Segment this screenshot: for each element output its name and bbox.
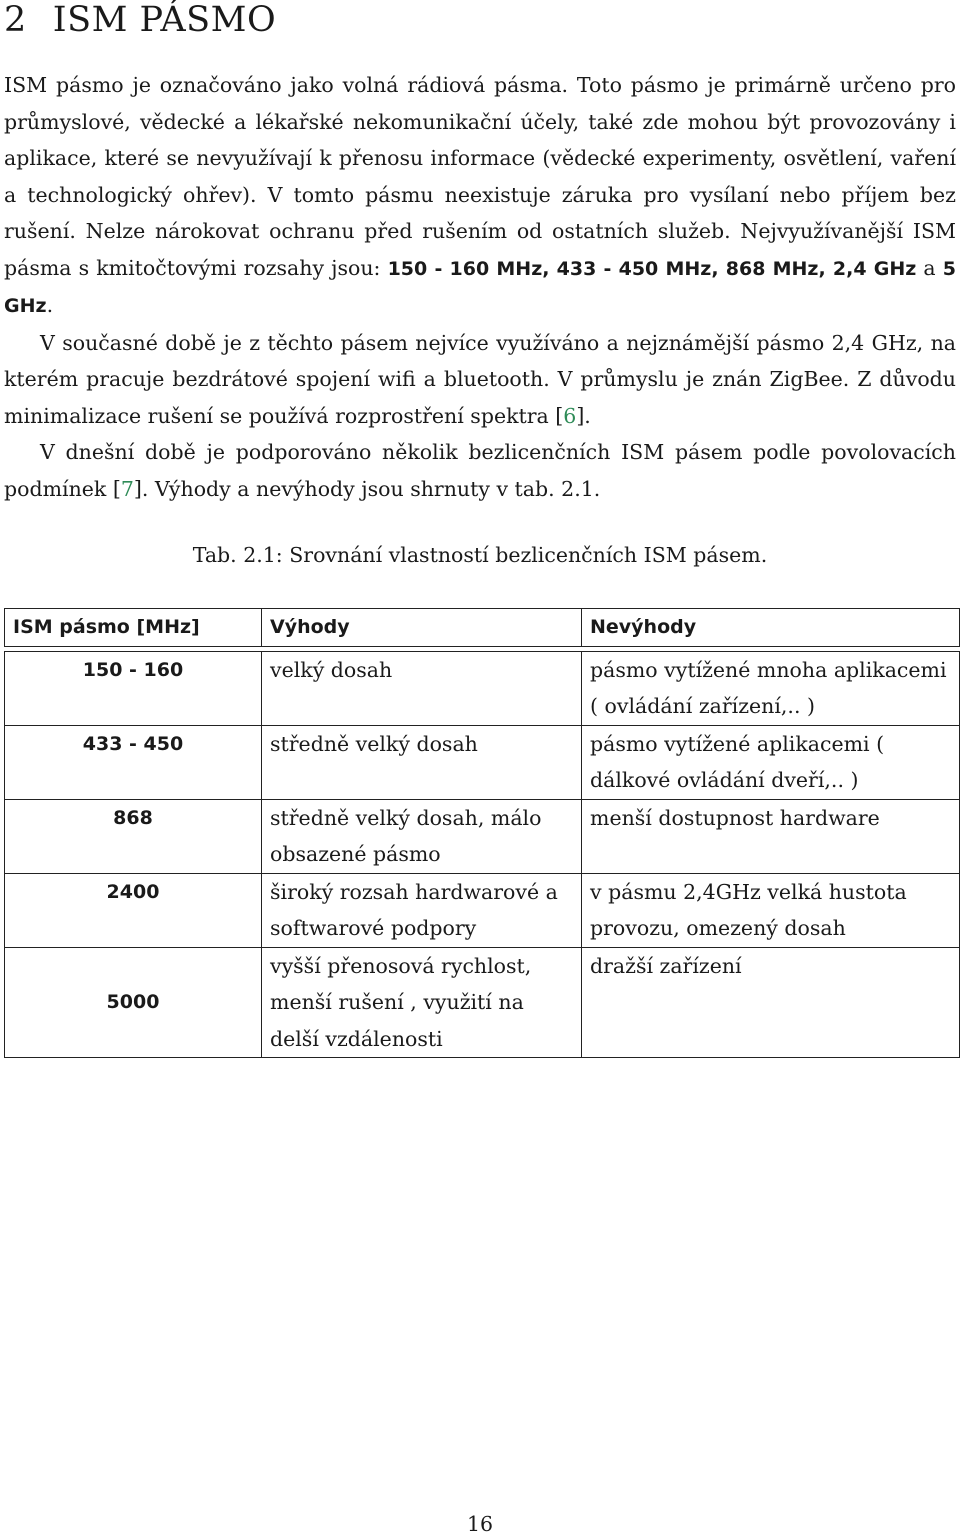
cons-cell: pásmo vytížené aplikacemi ( dálkové ovládání dveří,.. ) [581,726,960,800]
header-cons: Nevýhody [581,608,960,647]
paragraph-2-end: ]. [576,403,591,428]
header-band: ISM pásmo [MHz] [4,608,261,647]
comparison-table [4,608,960,1058]
band-cell: 150 - 160 [4,652,261,726]
paragraph-2 [4,325,956,435]
band-cell: 433 - 450 [4,726,261,800]
table-row [4,800,960,874]
paragraph-1-text: ISM pásmo je označováno jako volná rádiová pásma. Toto pásmo je primárně určeno pro průmyslové, vědecké a lékařské nekomunikační účely, také zde mohou být provozovány i aplikace, které se nevyužívají k přenosu informace (vědecké experimenty, osvětlení, vaření a technologický ohřev). V tomto pásmu neexistuje záruka pro vysílaní nebo příjem bez rušení. Nelze nárokovat ochranu před rušením od ostatních služeb. Nejvyužívanější ISM pásma s kmitočtovými rozsahy jsou: [4,73,956,280]
table-row [4,948,960,1059]
body-text [4,67,956,507]
band-cell: 5000 [4,948,261,1059]
paragraph-1 [4,67,956,325]
section-number: 2 [4,0,27,40]
ism-ranges-bold: 150 - 160 MHz, 433 - 450 MHz, 868 MHz, 2,4 GHz [387,257,917,280]
table-header-row [4,608,960,647]
pros-cell: vyšší přenosová rychlost, menší rušení , využití na delší vzdálenosti [261,948,581,1059]
ism-range-5ghz-bold: 5 GHz [4,257,956,317]
pros-cell: středně velký dosah, málo obsazené pásmo [261,800,581,874]
paragraph-3 [4,434,956,507]
section-title: ISM PÁSMO [52,0,277,40]
pros-cell: středně velký dosah [261,726,581,800]
paragraph-2-text: V současné době je z těchto pásem nejvíce využíváno a nejznámější pásmo 2,4 GHz, na kterém pracuje bezdrátové spojení wifi a bluetooth. V průmyslu je znán ZigBee. Z důvodu minimalizace rušení se používá rozprostření spektra [ [4,330,956,428]
paragraph-1-conj: a [916,255,943,280]
page-number: 16 [466,1512,494,1536]
table-row [4,726,960,800]
citation-link[interactable]: 6 [563,403,577,428]
paragraph-3-text: V dnešní době je podporováno několik bezlicenčních ISM pásem podle povolovacích podmínek [ [4,440,956,501]
cons-cell: dražší zařízení [581,948,960,1059]
cons-cell: menší dostupnost hardware [581,800,960,874]
header-pros: Výhody [261,608,581,647]
paragraph-1-end: . [46,293,54,317]
paragraph-3-end: ]. Výhody a nevýhody jsou shrnuty v tab. 2.1. [133,476,601,501]
cons-cell: v pásmu 2,4GHz velká hustota provozu, omezený dosah [581,874,960,948]
band-cell: 868 [4,800,261,874]
cons-cell: pásmo vytížené mnoha aplikacemi ( ovládání zařízení,.. ) [581,652,960,726]
pros-cell: velký dosah [261,652,581,726]
section-heading [4,0,276,40]
table-caption: Tab. 2.1: Srovnání vlastností bezlicenčních ISM pásem. [192,543,768,567]
pros-cell: široký rozsah hardwarové a softwarové podpory [261,874,581,948]
table-row [4,652,960,726]
citation-link[interactable]: 7 [120,476,134,501]
band-cell: 2400 [4,874,261,948]
table-row [4,874,960,948]
